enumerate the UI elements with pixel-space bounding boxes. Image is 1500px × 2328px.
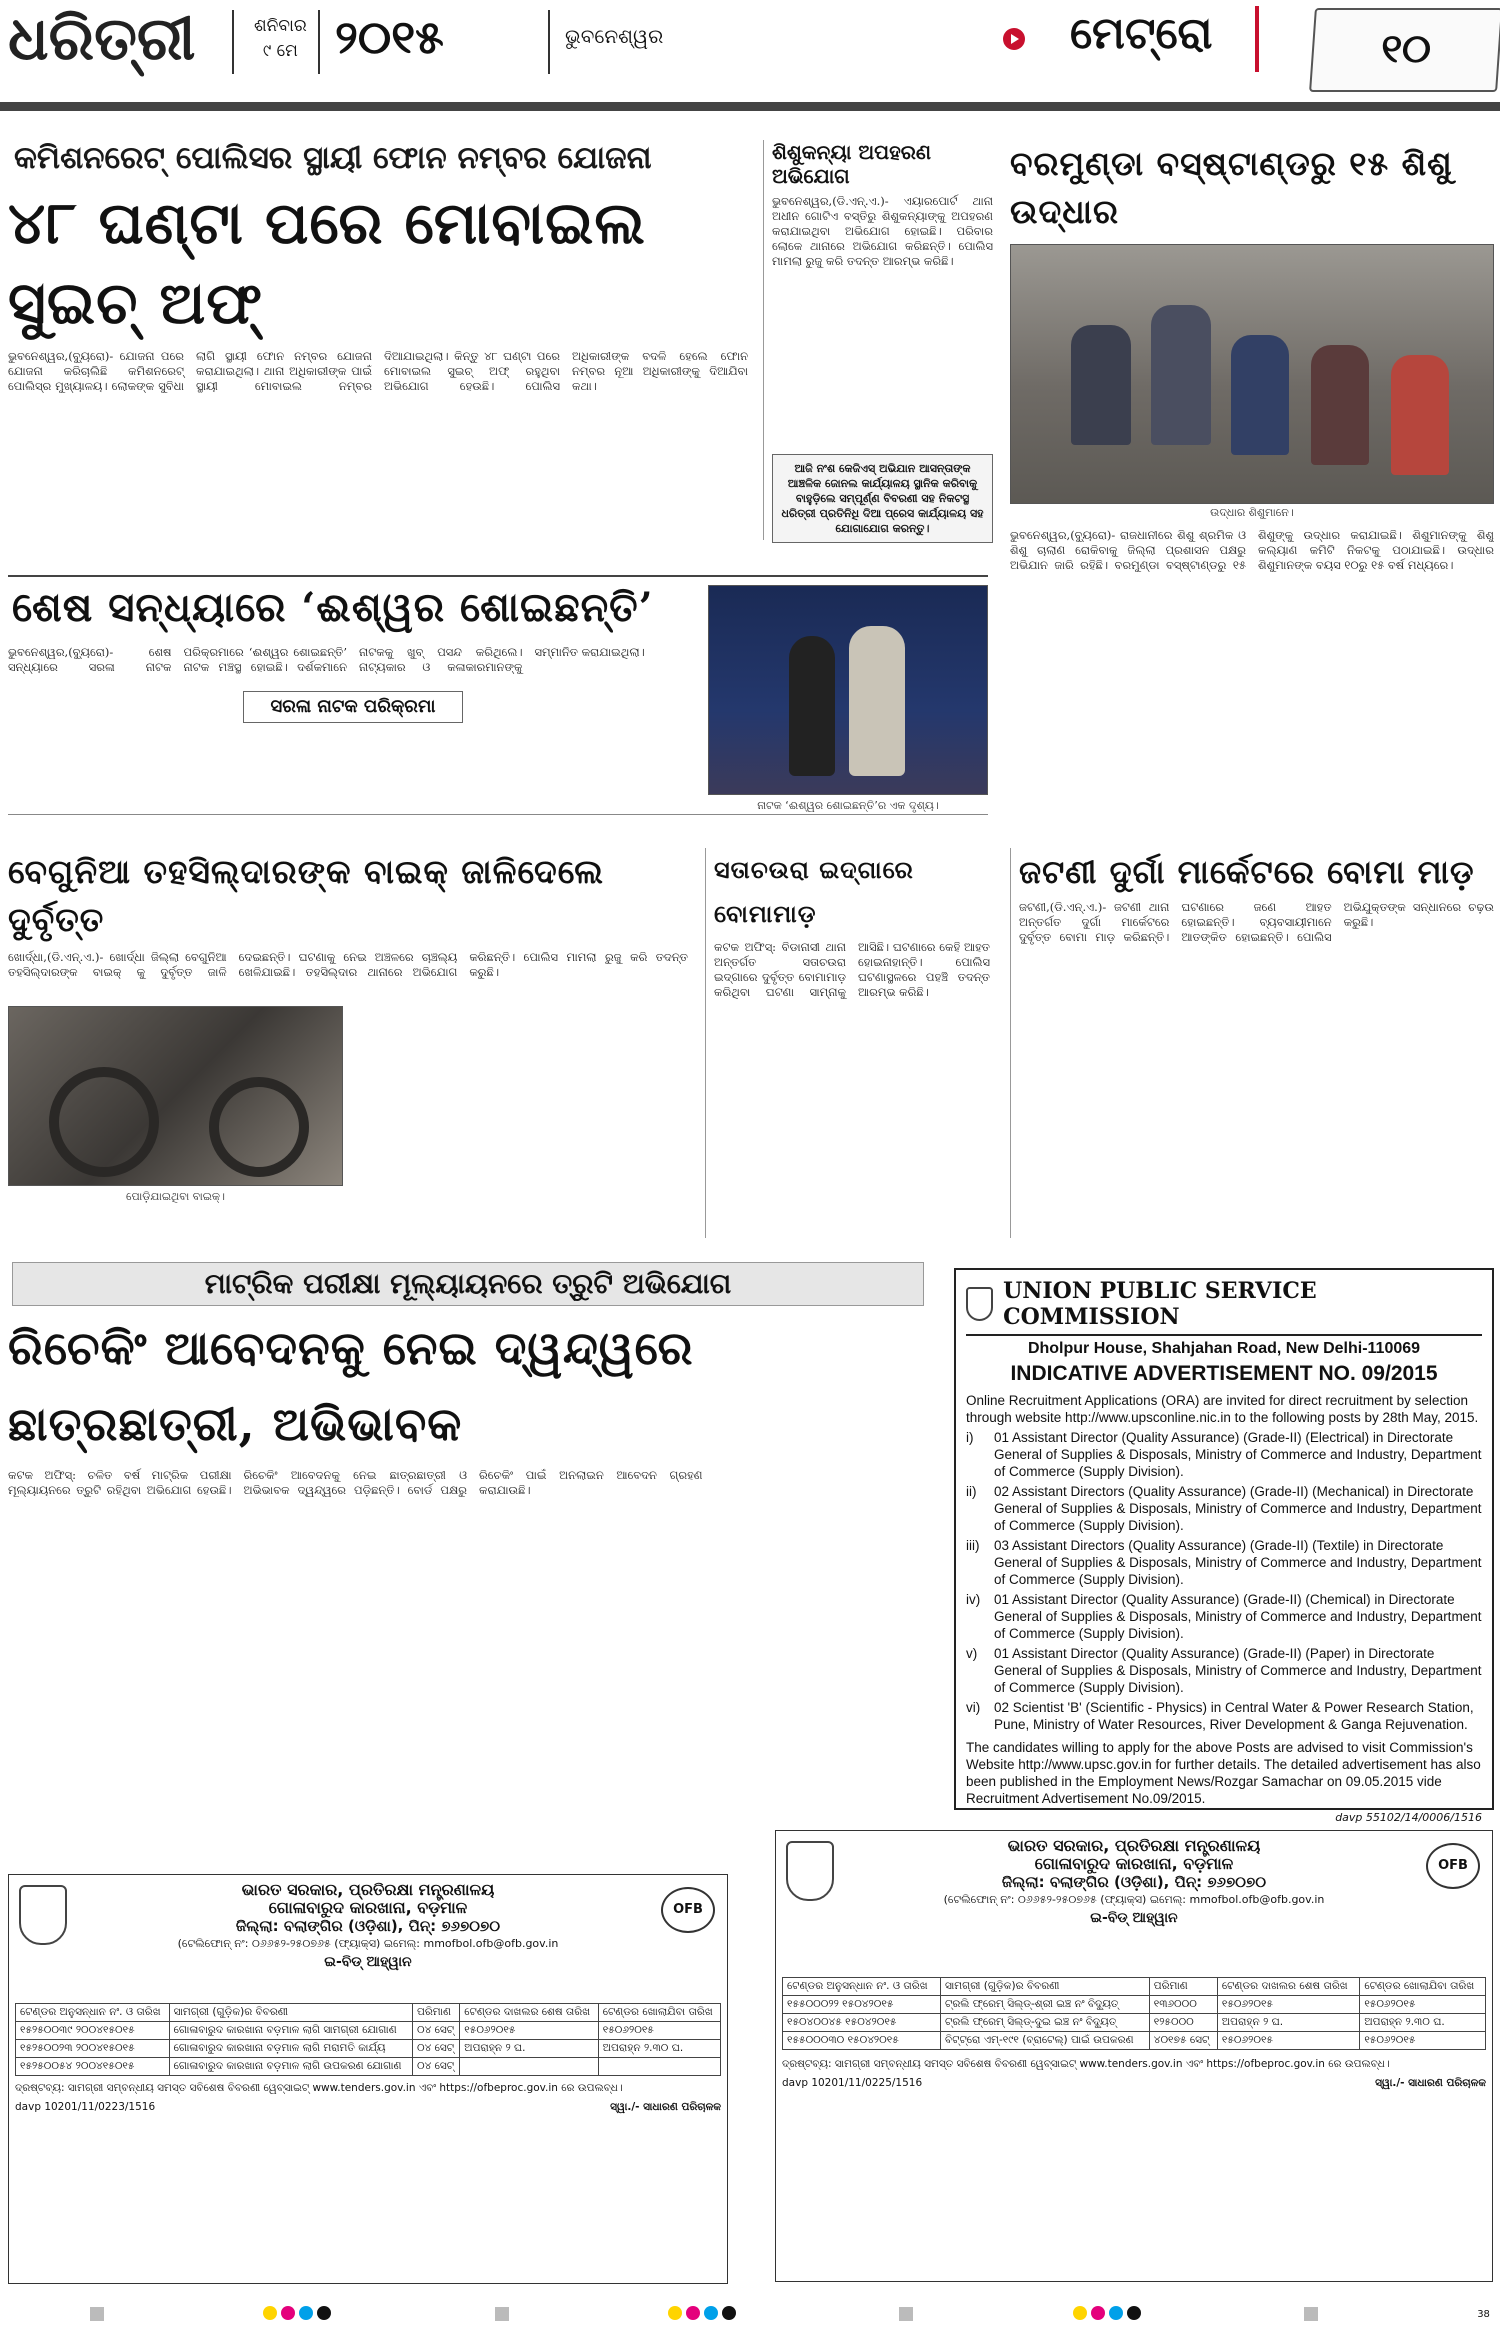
story-paragraph: କଟକ ଅଫିସ୍: ବିଡାନାସୀ ଥାନା ଅନ୍ତର୍ଗତ ସତାଚଉରା ଇଦ୍ଗାରେ ଦୁର୍ବୃତ୍ତ ବୋମାମାଡ଼ କରିଥିବା ଘଟଣା ସାମ୍ନାକୁ ଆସିଛି। ଘଟଣାରେ କେହି ଆହତ ହୋଇନାହାନ୍ତି। ପୋଲିସ ଘଟଣାସ୍ଥଳରେ ପହଞ୍ଚି ତଦନ୍ତ ଆରମ୍ଭ କରିଛି। [714,940,990,999]
story-kicker: ଶିଶୁକନ୍ୟା ଅପହରଣ ଅଭିଯୋଗ [772,140,932,188]
ofb-logo: OFB [661,1887,715,1933]
upsc-post-item [966,1645,1482,1696]
photo-caption: ପୋଡ଼ିଯାଇଥିବା ବାଇକ୍। [126,1190,225,1203]
registration-mark [90,2307,104,2321]
story-paragraph: ଜଟଣୀ,(ଡି.ଏନ୍.ଏ.)- ଜଟଣୀ ଥାନା ଅନ୍ତର୍ଗତ ଦୁର୍ଗା ମାର୍କେଟରେ ଦୁର୍ବୃତ୍ତ ବୋମା ମାଡ଼ କରିଛନ୍ତି। ଘଟଣାରେ ଜଣେ ଆହତ ହୋଇଛନ୍ତି। ବ୍ୟବସାୟୀମାନେ ଆତଙ୍କିତ ହୋଇଛନ୍ତି। ପୋଲିସ ଅଭିଯୁକ୍ତଙ୍କ ସନ୍ଧାନରେ ଚଢ଼ଉ କରୁଛି। [1019,900,1494,944]
item-text: 01 Assistant Director (Quality Assurance) (Grade-II) (Electrical) in Directorate General of Supplies & Disposals, Ministry of Commerce and Industry, Department of Commerce (Supply Division). [994,1430,1482,1479]
divider [548,10,550,74]
table-cell: ବିଟ୍‌ଟ୍ରୋ ଏମ୍-୧୯୧ (ବ୍ରାଟେଲ୍) ପାଇଁ ଉପକରଣ [941,2032,1150,2050]
story-body [1019,900,1494,1220]
ad-header [15,1881,721,1983]
red-divider [1255,6,1259,72]
upsc-code: davp 55102/14/0006/1516 [1335,1811,1482,1824]
table-header [783,1978,1486,1996]
upsc-post-item [966,1429,1482,1480]
upsc-post-item [966,1699,1482,1733]
table-cell: ୧୫୦୬୨୦୧୫ [1360,1996,1486,2014]
ad-line: ଭାରତ ସରକାର, ପ୍ରତିରକ୍ଷା ମନ୍ତ୍ରଣାଳୟ [241,1880,495,1899]
ad-line: ଗୋଳାବାରୁଦ କାରଖାନା, ବଡ଼ମାଳ [1034,1854,1234,1873]
upsc-address: Dholpur House, Shahjahan Road, New Delhi-110069 [1027,1340,1421,1357]
story-headline: ରିଚେକିଂ ଆବେଦନକୁ ନେଇ ଦ୍ୱନ୍ଦ୍ୱରେ ଛାତ୍ରଛାତ୍ରୀ, ଅଭିଭାବକ [8,1321,694,1451]
city-label: ଭୁବନେଶ୍ୱର [565,24,664,48]
tender-table [15,2003,721,2076]
ad-line: ଭାରତ ସରକାର, ପ୍ରତିରକ୍ଷା ମନ୍ତ୍ରଣାଳୟ [1007,1836,1261,1855]
table-cell: ୧୨୫୦୦୦ [1149,2014,1217,2032]
printer-marks [90,2304,1490,2324]
table-cell: ଟ୍ରଲି ଫ୍ରେମ୍ ସିଲ୍ଡ୍-ଶ୍ରୀ ଇଞ୍ଚ ନଂ ବିଦ୍ୟୁତ୍ [941,1996,1150,2014]
table-cell: ୧୫୫୦୦୦୨୨ ୧୫୦୪୨୦୧୫ [783,1996,941,2014]
item-text: 03 Assistant Directors (Quality Assurance) (Grade-II) (Textile) in Directorate General of Supplies & Disposals, Ministry of Commerce and Industry, Department of Commerce (Supply Division). [994,1538,1482,1587]
year-label: ୨୦୧୫ [335,10,444,64]
ofb-logo: OFB [1426,1843,1480,1889]
story-body [714,940,990,1260]
story-text-area [8,645,698,807]
story-bomb-jatni [1010,848,1494,1238]
ad-line: ଗୋଳାବାରୁଦ କାରଖାନା, ବଡ଼ମାଳ [268,1898,468,1917]
upsc-post-item [966,1537,1482,1588]
child-figure [1391,355,1449,475]
story-paragraph: ଭୁବନେଶ୍ୱର,(ବ୍ୟୁରୋ)- ଶେଷ ସନ୍ଧ୍ୟାରେ ସରଳା ନାଟକ ପରିକ୍ରମାରେ ‘ଈଶ୍ୱର ଶୋଇଛନ୍ତି’ ନାଟକ ମଞ୍ଚସ୍ଥ ହୋଇଛି। ଦର୍ଶକମାନେ ନାଟକକୁ ଖୁବ୍ ପସନ୍ଦ କରିଥିଲେ। ନାଟ୍ୟକାର ଓ କଳାକାରମାନଙ୍କୁ ସମ୍ମାନିତ କରାଯାଇଥିଲା। [8,645,645,674]
column-header: ଟେଣ୍ଡର ଖୋଲାଯିବା ତାରିଖ [598,2004,720,2022]
column-header: ପରିମାଣ [1149,1978,1217,1996]
rescue-photo [1010,244,1494,504]
ad-title: ଇ-ବିଡ୍ ଆହ୍ୱାନ [324,1954,412,1970]
table-row [783,2032,1486,2050]
story-kicker: ମାଟ୍ରିକ ପରୀକ୍ଷା ମୂଲ୍ୟାୟନରେ ତ୍ରୁଟି ଅଭିଯୋଗ [12,1262,924,1306]
table-cell: ୦୪ ସେଟ୍ [412,2022,459,2040]
child-figure [1151,305,1211,445]
photo-caption: ନାଟକ ‘ଈଶ୍ୱର ଶୋଇଛନ୍ତି’ର ଏକ ଦୃଶ୍ୟ। [757,799,939,812]
subhead-box: ସରଳା ନାଟକ ପରିକ୍ରମା [243,691,463,723]
child-figure [1311,345,1369,465]
actor-figure [789,636,835,776]
ad-footer [15,2101,721,2114]
color-dots [1073,2305,1145,2324]
story-body [772,194,993,444]
ad-phone: (ଟେଲିଫୋନ୍ ନଂ: ୦୬୬୫୨-୨୫୦୭୬୫ (ଫ୍ୟାକ୍ସ) ଇମେଲ୍: mmofbol.ofb@ofb.gov.in [177,1937,559,1950]
upsc-intro: Online Recruitment Applications (ORA) are invited for direct recruitment by selection through website http://www.upsconline.nic.in to the following posts by 28th May, 2015. [966,1393,1479,1425]
story-rescue [1010,140,1494,820]
ad-phone: (ଟେଲିଫୋନ୍ ନଂ: ୦୬୬୫୨-୨୫୦୭୬୫ (ଫ୍ୟାକ୍ସ) ଇମେଲ୍: mmofbol.ofb@ofb.gov.in [943,1893,1325,1906]
child-figure [1231,335,1289,455]
story-headline: ସତାଚଉରା ଇଦ୍ଗାରେ ବୋମାମାଡ଼ [714,855,914,928]
story-body [8,645,698,807]
page-number: ୧୦ [1309,8,1500,92]
story-headline: ୪୮ ଘଣ୍ଟା ପରେ ମୋବାଇଲ ସୁଇଚ୍ ଅଫ୍ [8,189,646,337]
table-row [783,2014,1486,2032]
column-header: ସାମଗ୍ରୀ (ଗୁଡ଼ିକ)ର ବିବରଣୀ [941,1978,1150,1996]
upsc-post-item [966,1591,1482,1642]
ad-header [782,1837,1486,1947]
story-headline: ଜଟଣୀ ଦୁର୍ଗା ମାର୍କେଟରେ ବୋମା ମାଡ଼ [1019,853,1475,891]
emblem-icon [966,1287,993,1321]
table-cell: ୦୪ ସେଟ୍ [412,2040,459,2058]
item-number: ii) [966,1484,977,1499]
table-cell: ୧୫୦୬୨୦୧୫ [1217,1996,1359,2014]
registration-mark [1304,2307,1318,2321]
table-cell: ୧୩୬୦୦୦ [1149,1996,1217,2014]
table-cell: ୧୫୦୪୦୦୪୫ ୧୫୦୪୨୦୧୫ [783,2014,941,2032]
table-cell: ୪୦୧୭୫ ସେଟ୍ [1149,2032,1217,2050]
ad-signature: ସ୍ୱା./- ସାଧାରଣ ପରିଚାଳକ [1375,2077,1486,2089]
day-label: ଶନିବାର [254,16,307,36]
registration-mark [899,2307,913,2321]
item-text: 02 Scientist 'B' (Scientific - Physics) in Central Water & Power Research Station, Pune, Ministry of Water Resources, River Development & Ganga Rejuvenation. [994,1700,1474,1732]
table-row [16,2040,721,2058]
column-header: ଟେଣ୍ଡର ଦାଖଲର ଶେଷ ତାରିଖ [460,2004,598,2022]
story-paragraph: ଭୁବନେଶ୍ୱର,(ବ୍ୟୁରୋ)- ରାଜଧାନୀରେ ଶିଶୁ ଶ୍ରମିକ ଓ ଶିଶୁ ଚାଲାଣ ରୋକିବାକୁ ଜିଲ୍ଲା ପ୍ରଶାସନ ପକ୍ଷରୁ ଅଭିଯାନ ଜାରି ରହିଛି। ବରମୁଣ୍ଡା ବସ୍ଷ୍ଟାଣ୍ଡରୁ ୧୫ ଶିଶୁଙ୍କୁ ଉଦ୍ଧାର କରାଯାଇଛି। ଶିଶୁମାନଙ୍କୁ ଶିଶୁ କଲ୍ୟାଣ କମିଟି ନିକଟକୁ ପଠାଯାଇଛି। ଉଦ୍ଧାର ଶିଶୁମାନଙ୍କ ବୟସ ୧୦ରୁ ୧୫ ବର୍ଷ ମଧ୍ୟରେ। [1010,528,1494,572]
table-row [16,2058,721,2076]
photo-caption: ଉଦ୍ଧାର ଶିଶୁମାନେ। [1210,506,1294,519]
burnt-bike-photo [8,1006,343,1186]
story-headline: ବେଗୁନିଆ ତହସିଲ୍ଦାରଙ୍କ ବାଇକ୍ ଜାଳିଦେଲେ ଦୁର୍ବୃତ୍ତ [8,852,604,939]
column-header: ଟେଣ୍ଡର ଖୋଲାଯିବା ତାରିଖ [1360,1978,1486,1996]
table-cell: ଗୋଳାବାରୁଦ କାରଖାନା ବଡ଼ମାଳ ଲାଗି ସାମଗ୍ରୀ ଯୋଗାଣ [169,2022,412,2040]
masthead-rule [0,102,1500,111]
tender-ad-right [775,1830,1493,2282]
print-mark-number: 38 [1477,2308,1490,2320]
ad-code: davp 10201/11/0223/1516 [15,2101,156,2113]
item-number: i) [966,1430,974,1445]
child-figure [1071,325,1131,445]
table-cell: ୧୫୨୫୦୦୫୪ ୨୦୦୪୧୫୦୧୫ [16,2058,170,2076]
upsc-items [966,1429,1482,1733]
item-text: 01 Assistant Director (Quality Assurance) (Grade-II) (Paper) in Directorate General of Supplies & Disposals, Ministry of Commerce and Industry, Department of Commerce (Supply Division). [994,1646,1482,1695]
newspaper-logo: ଧରିତ୍ରୀ [8,4,196,74]
upsc-title: UNION PUBLIC SERVICE COMMISSION [1003,1278,1482,1330]
table-row [783,1996,1486,2014]
bike-wheel [209,1077,309,1177]
story-paragraph: ଭୁବନେଶ୍ୱର,(ବ୍ୟୁରୋ)- ଯୋଜନା ପରେ ଯୋଜନା କରିଚାଲିଛି କମିଶନରେଟ୍ ପୋଲିସ୍ର ମୁଖ୍ୟାଳୟ। ଲୋକଙ୍କ ସୁବିଧା ଲାଗି ସ୍ଥାୟୀ ଫୋନ ନମ୍ବର ଯୋଜନା କରାଯାଇଥିଲା। ଥାନା ଅଧିକାରୀଙ୍କ ପାଇଁ ସ୍ଥାୟୀ ମୋବାଇଲ ନମ୍ବର ଦିଆଯାଇଥିଲା। କିନ୍ତୁ ୪୮ ଘଣ୍ଟା ପରେ ମୋବାଇଲ ସୁଇଚ୍ ଅଫ୍ ରହୁଥିବା ଅଭିଯୋଗ ହେଉଛି। ପୋଲିସ ଅଧିକାରୀଙ୍କ ବଦଳି ହେଲେ ଫୋନ ନମ୍ବର ନୂଆ ଅଧିକାରୀଙ୍କୁ ଦିଆଯିବା କଥା। [8,349,748,393]
upsc-header [966,1278,1482,1336]
story-body [8,1468,938,1758]
table-cell: ୧୫୦୬୨୦୧୫ [1217,2032,1359,2050]
item-number: vi) [966,1700,981,1715]
story-kidnap [763,140,993,540]
ad-title: ଇ-ବିଡ୍ ଆହ୍ୱାନ [1090,1910,1178,1926]
table-cell: ଅପରାହ୍ନ ୨ ଘ. [460,2040,598,2058]
registration-mark [495,2307,509,2321]
table-cell: ଅପରାହ୍ନ ୨ ଘ. [1217,2014,1359,2032]
item-number: iii) [966,1538,980,1553]
story-bike [8,848,688,1238]
tender-ad-left [8,1874,728,2284]
table-cell: ୦୪ ସେଟ୍ [412,2058,459,2076]
play-icon [1003,28,1025,50]
story-headline: ଶେଷ ସନ୍ଧ୍ୟାରେ ‘ଈଶ୍ୱର ଶୋଇଛନ୍ତି’ [12,584,654,631]
table-cell: ଗୋଳାବାରୁଦ କାରଖାନା ବଡ଼ମାଳ ଲାଗି ଉପକରଣ ଯୋଗାଣ [169,2058,412,2076]
story-paragraph: କଟକ ଅଫିସ୍: ଚଳିତ ବର୍ଷ ମାଟ୍ରିକ ପରୀକ୍ଷା ମୂଲ୍ୟାୟନରେ ତ୍ରୁଟି ରହିଥିବା ଅଭିଯୋଗ ହେଉଛି। ରିଚେକିଂ ଆବେଦନକୁ ନେଇ ଛାତ୍ରଛାତ୍ରୀ ଓ ଅଭିଭାବକ ଦ୍ୱନ୍ଦ୍ୱରେ ପଡ଼ିଛନ୍ତି। ବୋର୍ଡ ପକ୍ଷରୁ ରିଚେକିଂ ପାଇଁ ଅନଲାଇନ ଆବେଦନ ଗ୍ରହଣ କରାଯାଉଛି। [8,1468,703,1497]
table-cell: ୧୫୦୬୨୦୧୫ [460,2022,598,2040]
divider [318,10,320,74]
date-block [254,14,307,64]
ad-line: ଜିଲ୍ଲା: ବଲାଙ୍ଗିର (ଓଡ଼ିଶା), ପିନ୍: ୭୬୭୦୭୦ [1001,1873,1267,1891]
table-cell: ୧୫୨୫୦୦୩୯ ୨୦୦୪୧୫୦୧୫ [16,2022,170,2040]
item-text: 02 Assistant Directors (Quality Assurance) (Grade-II) (Mechanical) in Directorate General of Supplies & Disposals, Ministry of Commerce and Industry, Department of Commerce (Supply Division). [994,1484,1482,1533]
table-cell: ଗୋଳାବାରୁଦ କାରଖାନା ବଡ଼ମାଳ ଲାଗି ମରାମତି କାର୍ଯ୍ୟ [169,2040,412,2058]
story-exam [8,1262,938,1862]
column-header: ଟେଣ୍ଡର ଅନୁସନ୍ଧାନ ନଂ. ଓ ତାରିଖ [783,1978,941,1996]
column-header: ଟେଣ୍ଡର ଅନୁସନ୍ଧାନ ନଂ. ଓ ତାରିଖ [16,2004,170,2022]
divider [232,10,234,74]
actor-figure [849,626,905,776]
table-cell: ୧୫୦୬୨୦୧୫ [1360,2032,1486,2050]
table-cell: ୧୫୨୫୦୦୨୩ ୨୦୦୪୧୫୦୧୫ [16,2040,170,2058]
ad-code: davp 10201/11/0225/1516 [782,2077,923,2089]
story-body [1010,528,1494,818]
table-cell: ଟ୍ରଲି ଫ୍ରେମ୍ ସିଲ୍ଡ୍-ଦୁଇ ଇଞ୍ଚ ନଂ ବିଦ୍ୟୁତ୍ [941,2014,1150,2032]
story-body [8,349,748,579]
column-header: ପରିମାଣ [412,2004,459,2022]
table-cell: ଅପରାହ୍ନ ୨.୩୦ ଘ. [598,2040,720,2058]
section-title: ମେଟ୍ରୋ [1070,8,1213,59]
story-mobile [8,140,748,540]
tender-table [782,1977,1486,2050]
table-body [16,2022,721,2076]
upsc-post-item [966,1483,1482,1534]
item-number: v) [966,1646,978,1661]
emblem-icon [786,1841,834,1901]
ad-line: ଜିଲ୍ଲା: ବଲାଙ୍ଗିର (ଓଡ଼ିଶା), ପିନ୍: ୭୬୭୦୭୦ [235,1917,501,1935]
date-label: ୯ ମେ [262,41,298,61]
ad-note: ଦ୍ରଷ୍ଟବ୍ୟ: ସାମଗ୍ରୀ ସମ୍ବନ୍ଧୀୟ ସମସ୍ତ ସବିଶେଷ ବିବରଣୀ ୱେବ୍‌ସାଇଟ୍ www.tenders.gov.in ଏବଂ https://ofbeproc.gov.in ରେ ଉପଲବ୍ଧ। [15,2082,623,2094]
item-text: 01 Assistant Director (Quality Assurance) (Grade-II) (Chemical) in Directorate General of Supplies & Disposals, Ministry of Commerce and Industry, Department of Commerce (Supply Division). [994,1592,1482,1641]
item-number: iv) [966,1592,981,1607]
upsc-ad-title: INDICATIVE ADVERTISEMENT NO. 09/2015 [1010,1362,1438,1385]
column-header: ସାମଗ୍ରୀ (ଗୁଡ଼ିକ)ର ବିବରଣୀ [169,2004,412,2022]
bike-wheel [49,1067,159,1177]
ad-footer [782,2077,1486,2090]
story-play [8,575,988,815]
table-cell [460,2058,598,2076]
story-paragraph: ଖୋର୍ଦ୍ଧା,(ଡି.ଏନ୍.ଏ.)- ଖୋର୍ଦ୍ଧା ଜିଲ୍ଲା ବେଗୁନିଆ ତହସିଲ୍ଦାରଙ୍କ ବାଇକ୍ କୁ ଦୁର୍ବୃତ୍ତ ଜାଳି ଦେଇଛନ୍ତି। ଘଟଣାକୁ ନେଇ ଅଞ୍ଚଳରେ ଚାଞ୍ଚଲ୍ୟ ଖେଳିଯାଇଛି। ତହସିଲ୍ଦାର ଥାନାରେ ଅଭିଯୋଗ କରିଛନ୍ତି। ପୋଲିସ ମାମଲା ରୁଜୁ କରି ତଦନ୍ତ କରୁଛି। [8,950,688,979]
table-body [783,1996,1486,2050]
story-headline: ବରମୁଣ୍ଡା ବସ୍ଷ୍ଟାଣ୍ଡରୁ ୧୫ ଶିଶୁ ଉଦ୍ଧାର [1010,144,1453,231]
table-cell [598,2058,720,2076]
story-kicker: କମିଶନରେଟ୍ ପୋଲିସର ସ୍ଥାୟୀ ଫୋନ ନମ୍ବର ଯୋଜନା [14,140,652,176]
column-header: ଟେଣ୍ଡର ଦାଖଲର ଶେଷ ତାରିଖ [1217,1978,1359,1996]
ad-note: ଦ୍ରଷ୍ଟବ୍ୟ: ସାମଗ୍ରୀ ସମ୍ବନ୍ଧୀୟ ସମସ୍ତ ସବିଶେଷ ବିବରଣୀ ୱେବ୍‌ସାଇଟ୍ www.tenders.gov.in ଏବଂ https://ofbeproc.gov.in ରେ ଉପଲବ୍ଧ। [782,2058,1390,2070]
table-cell: ଅପରାହ୍ନ ୨.୩୦ ଘ. [1360,2014,1486,2032]
table-row [16,2022,721,2040]
table-header [16,2004,721,2022]
masthead [0,0,1500,112]
color-dots [668,2305,740,2324]
story-paragraph: ଭୁବନେଶ୍ୱର,(ଡି.ଏନ୍.ଏ.)- ଏୟାରପୋର୍ଟ ଥାନା ଅଧୀନ ଗୋଟିଏ ବସ୍ତିରୁ ଶିଶୁକନ୍ୟାଙ୍କୁ ଅପହରଣ କରାଯାଇଥିବା ଅଭିଯୋଗ ହୋଇଛି। ପରିବାର ଲୋକେ ଥାନାରେ ଅଭିଯୋଗ କରିଛନ୍ତି। ପୋଲିସ ମାମଲା ରୁଜୁ କରି ତଦନ୍ତ ଆରମ୍ଭ କରିଛି। [772,194,993,268]
table-cell: ୧୫୫୦୦୦୩୦ ୧୫୦୪୨୦୧୫ [783,2032,941,2050]
upsc-footer: The candidates willing to apply for the above Posts are advised to visit Commission's Website http://www.upsc.gov.in for further details. The detailed advertisement has also been published in the Employment News/Rozgar Samachar on 09.05.2015 vide Recruitment Advertisement No.09/2015. [966,1740,1481,1806]
play-photo [708,585,988,795]
ad-signature: ସ୍ୱା./- ସାଧାରଣ ପରିଚାଳକ [610,2101,721,2113]
table-cell: ୧୫୦୬୨୦୧୫ [598,2022,720,2040]
story-bomb-idgah [705,848,990,1238]
emblem-icon [19,1885,67,1945]
color-dots [263,2305,335,2324]
notice-box: ଆଜି ନଂଶ କେଜିଏସ୍ ଅଭିଯାନ ଆସନ୍ତାଙ୍କ ଆଞ୍ଚଳିକ ଜୋନଲ କାର୍ଯ୍ୟାଳୟ ସ୍ଥାନିକ କରିବାକୁ ବାହୁଡ଼ିଲେ ସମ୍ପୂର୍ଣ୍ଣ ବିବରଣୀ ସହ ନିକଟସ୍ଥ ଧରିତ୍ରୀ ପ୍ରତିନିଧି ଦିଆ ପ୍ରେସ କାର୍ଯ୍ୟାଳୟ ସହ ଯୋଗାଯୋଗ କରନ୍ତୁ। [772,454,993,543]
upsc-advertisement [954,1268,1494,1824]
